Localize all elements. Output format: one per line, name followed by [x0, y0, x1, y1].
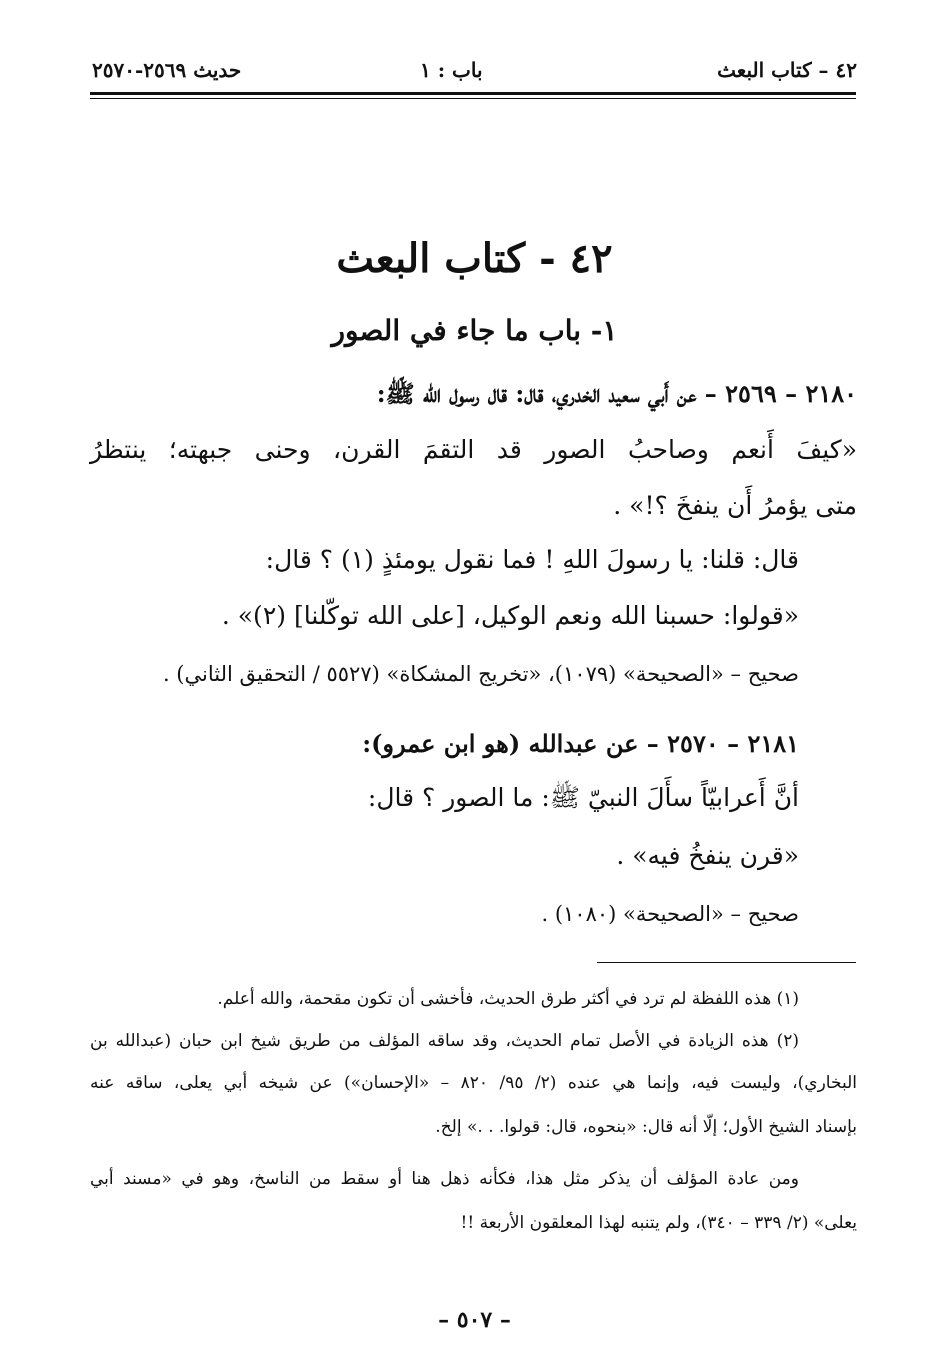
hadith-1-text-line-4: «قولوا: حسبنا الله ونعم الوكيل، [على الله توكّلنا] (٢)» . — [221, 601, 799, 630]
page-number: – ٥٠٧ – — [438, 1307, 511, 1333]
footnote-2-line-3: بإسناد الشيخ الأول؛ إلّا أنه قال: «بنحوه، قال: قولوا. . .» إلخ. — [435, 1117, 857, 1137]
hadith-2-text-line-2: «قرن ينفخُ فيه» . — [616, 841, 799, 870]
hadith-2-grade: صحيح – «الصحيحة» (١٠٨٠) . — [541, 902, 799, 926]
footnote-1: (١) هذه اللفظة لم ترد في أكثر طرق الحديث، فأخشى أن تكون مقحمة، والله أعلم. — [217, 989, 799, 1009]
footnote-2-line-5: يعلى» (٢/ ٣٣٩ – ٣٤٠)، ولم يتنبه لهذا المعلقون الأربعة !! — [460, 1213, 857, 1233]
header-hadith-range: حديث ٢٥٦٩-٢٥٧٠ — [92, 58, 242, 82]
header-chapter: ٤٢ – كتاب البعث — [717, 58, 857, 82]
header-rule-thick — [90, 92, 856, 95]
hadith-1-text-line-1: «كيفَ أَنعم وصاحبُ الصور قد التقمَ القرن، وحنى جبهته؛ ينتظرُ — [90, 435, 857, 464]
header-chapter-section: باب : ١ — [420, 58, 483, 82]
hadith-1-grade: صحيح – «الصحيحة» (١٠٧٩)، «تخريج المشكاة» (٥٥٢٧ / التحقيق الثاني) . — [162, 662, 799, 686]
footnote-separator — [597, 962, 856, 963]
header-rule-thin — [90, 98, 856, 99]
footnote-2-line-1: (٢) هذه الزيادة في الأصل تمام الحديث، وقد ساقه المؤلف من طريق شيخ ابن حبان (عبدالله بن — [90, 1031, 799, 1051]
hadith-1-text-line-3: قال: قلنا: يا رسولَ اللهِ ! فما نقول يومئذٍ (١) ؟ قال: — [265, 545, 799, 574]
hadith-1-intro: ٢١٨٠ – ٢٥٦٩ – عن أَبي سعيد الخدري، قال: قال رسول الله ﷺ: — [376, 379, 857, 408]
footnote-2-line-2: البخاري)، وليست فيه، وإنما هي عنده (٢/ ٩٥/ ٨٢٠ – «الإحسان») عن شيخه أبي يعلى، ساقه عنه — [90, 1073, 857, 1093]
hadith-2-intro: ٢١٨١ – ٢٥٧٠ – عن عبدالله (هو ابن عمرو): — [362, 729, 799, 758]
hadith-1-text-line-2: متى يؤمرُ أَن ينفخَ ؟!» . — [613, 491, 857, 520]
footnote-2-line-4: ومن عادة المؤلف أن يذكر مثل هذا، فكأنه ذهل هنا أو سقط من الناسخ، وهو في «مسند أبي — [90, 1169, 799, 1189]
section-title: ١- باب ما جاء في الصور — [331, 314, 618, 347]
hadith-2-text-line-1: أنَّ أَعرابيّاً سأَلَ النبيّ ﷺ: ما الصور ؟ قال: — [367, 783, 799, 812]
chapter-title: ٤٢ - كتاب البعث — [336, 235, 613, 282]
